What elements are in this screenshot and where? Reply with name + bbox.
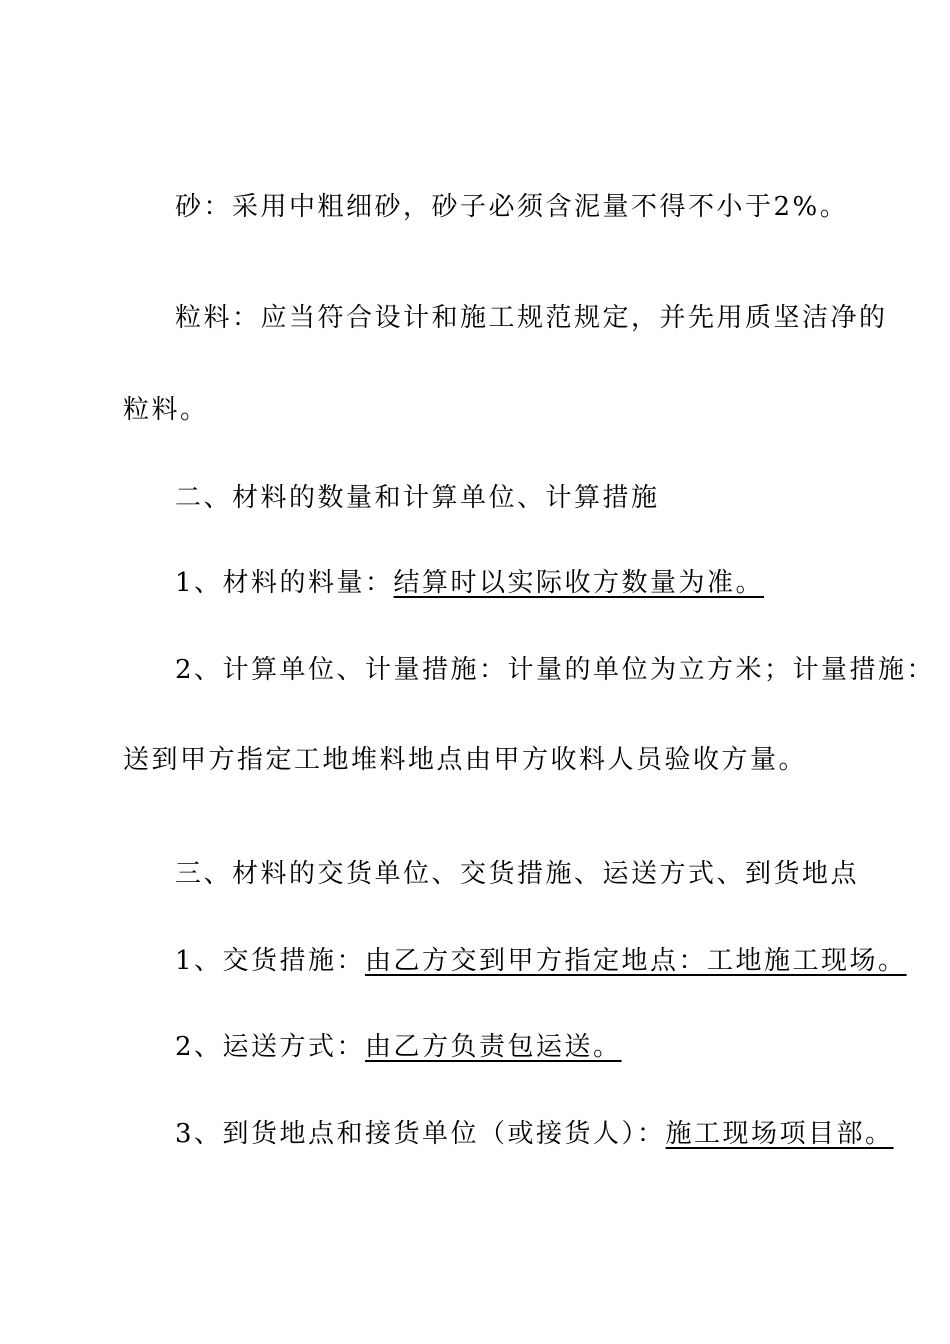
item-measure [175, 653, 935, 687]
heading-quantity: 二、材料的数量和计算单位、计算措施 [175, 483, 660, 513]
heading-delivery: 三、材料的交货单位、交货措施、运送方式、到货地点 [175, 859, 860, 889]
item-label: 1、材料的料量： [175, 568, 394, 598]
item-quantity [175, 566, 764, 600]
text-aggregate-cont: 粒料。 [123, 395, 209, 425]
paragraph-aggregate-cont [123, 393, 209, 427]
item-transport [175, 1030, 622, 1064]
text-measure-cont: 送到甲方指定工地堆料地点由甲方收料人员验收方量。 [123, 745, 808, 775]
text-measure: 2、计算单位、计量措施：计量的单位为立方米；计量措施： [175, 655, 936, 685]
paragraph-aggregate [175, 301, 888, 335]
item-filled-value: 由乙方交到甲方指定地点：工地施工现场。 [365, 946, 907, 976]
item-measure-cont [123, 743, 807, 777]
item-label: 1、交货措施： [175, 946, 366, 976]
item-filled-value: 结算时以实际收方数量为准。 [393, 568, 765, 598]
item-destination [175, 1117, 894, 1151]
section-heading-3 [175, 857, 859, 891]
item-label: 3、到货地点和接货单位（或接货人）： [175, 1119, 666, 1149]
item-delivery-method [175, 944, 907, 978]
text-sand: 砂：采用中粗细砂，砂子必须含泥量不得不小于2%。 [175, 192, 849, 222]
item-label: 2、运送方式： [175, 1032, 366, 1062]
section-heading-2 [175, 481, 660, 515]
paragraph-sand [175, 190, 848, 224]
item-filled-value: 施工现场项目部。 [665, 1119, 894, 1149]
item-filled-value: 由乙方负责包运送。 [365, 1032, 622, 1062]
text-aggregate: 粒料：应当符合设计和施工规范规定，并先用质坚洁净的 [175, 303, 888, 333]
